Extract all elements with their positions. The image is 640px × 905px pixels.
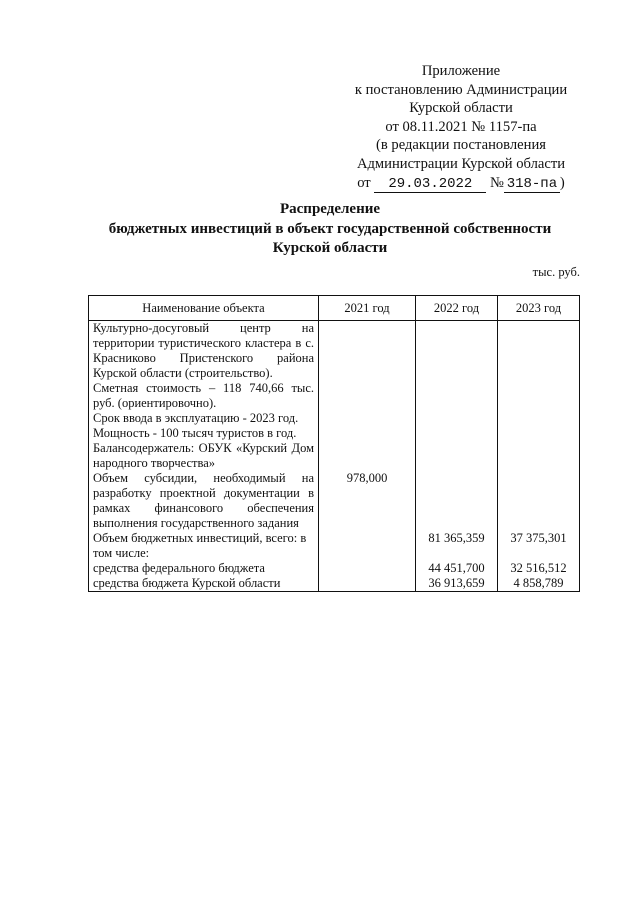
appendix-line: к постановлению Администрации [354,81,568,98]
edition-line [340,174,582,193]
table-header-row [89,296,580,321]
cell-2023: 4 858,789 [498,576,580,592]
edition-prefix: от [357,174,371,191]
edition-number-label: № [489,174,504,191]
table-row-object [89,321,580,472]
appendix-header [340,62,582,193]
title-line: Курской области [272,240,388,256]
edition-number: 318-па [504,177,560,193]
row-name: Объем субсидии, необходимый на разработку проектной документации в рамках финансового обеспечения выполнения государственного задания [89,471,319,531]
description-line: Культурно-досуговый центр на территории туристического кластера в с. Красниково Пристенского района Курской области (строительство). [93,321,314,380]
document-title [80,200,580,259]
object-description [89,321,319,472]
cell-2023 [498,471,580,531]
appendix-line: Администрации Курской области [356,155,566,172]
title-line: бюджетных инвестиций в объект государственной собственности [108,220,552,237]
appendix-line: (в редакции постановления [376,137,546,154]
table-row-regional [89,576,580,592]
cell-2023: 37 375,301 [498,531,580,561]
appendix-line: Курской области [409,100,513,117]
table-row-total [89,531,580,561]
description-line: Сметная стоимость – 118 740,66 тыс. руб. (ориентировочно). [93,381,314,410]
edition-suffix: ) [559,174,565,191]
table-row-subsidy [89,471,580,531]
row-name: средства федерального бюджета [89,561,319,576]
header-2022: 2022 год [416,296,498,321]
edition-date: 29.03.2022 [374,177,486,193]
units-label: тыс. руб. [532,265,580,279]
header-2023: 2023 год [498,296,580,321]
header-object-name: Наименование объекта [89,296,319,321]
investment-table [88,295,580,592]
cell-2022: 36 913,659 [416,576,498,592]
header-2021: 2021 год [319,296,416,321]
cell-2022: 81 365,359 [416,531,498,561]
cell-2021 [319,561,416,576]
row-name: средства бюджета Курской области [89,576,319,592]
appendix-line: от 08.11.2021 № 1157-па [385,118,537,135]
row-name: Объем бюджетных инвестиций, всего: в том числе: [89,531,319,561]
cell-2023: 32 516,512 [498,561,580,576]
description-line: Балансодержатель: ОБУК «Курский Дом народного творчества» [93,441,314,470]
table-row-federal [89,561,580,576]
cell-2022 [416,471,498,531]
cell-2021 [319,531,416,561]
cell-2022: 44 451,700 [416,561,498,576]
title-line: Распределение [279,201,381,217]
description-line: Мощность - 100 тысяч туристов в год. [93,426,297,440]
cell-2021 [319,576,416,592]
cell-2021: 978,000 [319,471,416,531]
appendix-line: Приложение [421,63,501,79]
description-line: Срок ввода в эксплуатацию - 2023 год. [93,411,299,425]
